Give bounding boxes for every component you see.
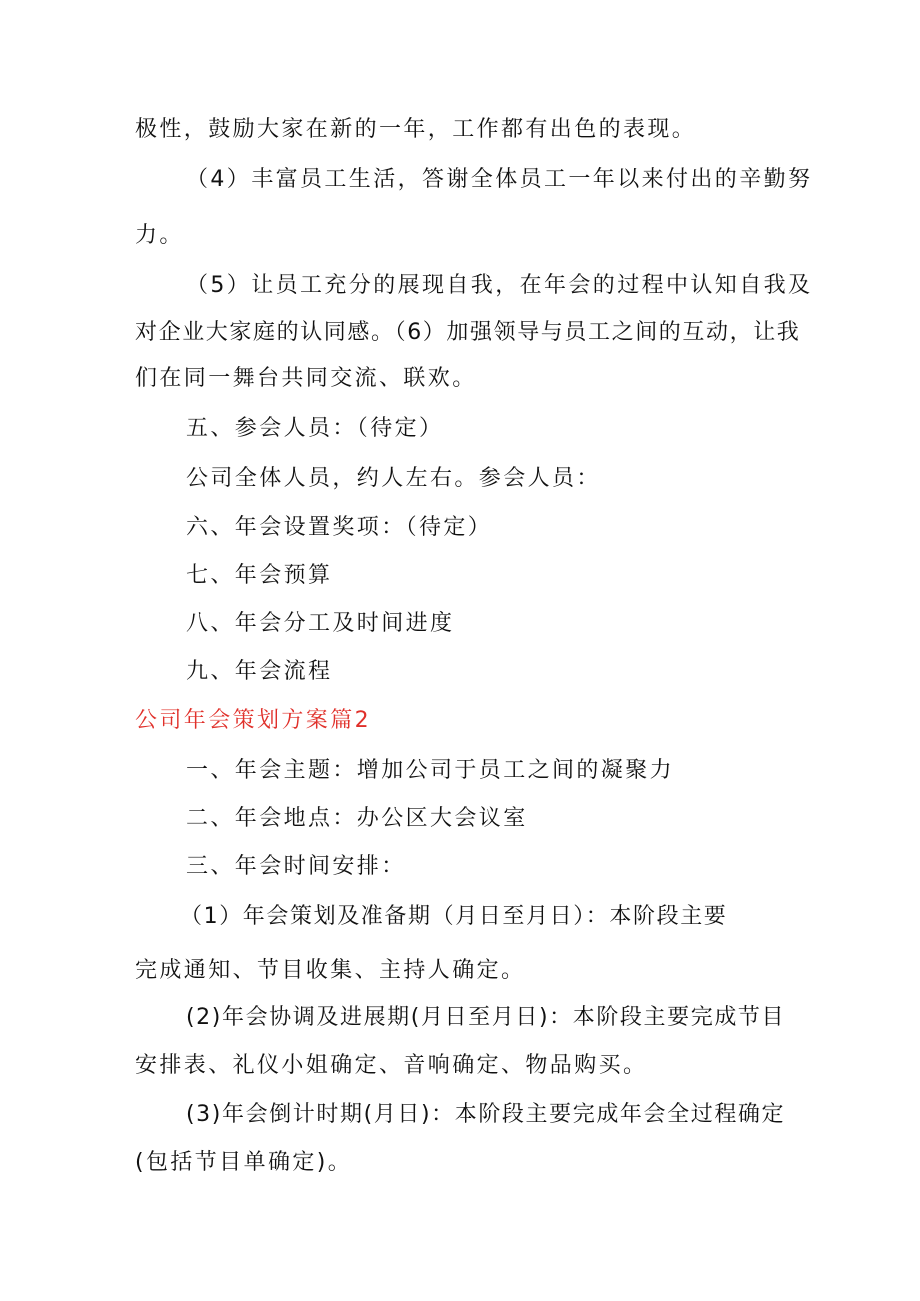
paragraph-line: 安排表、礼仪小姐确定、音响确定、物品购买。 xyxy=(135,1053,648,1078)
article-title: 公司年会策划方案篇2 xyxy=(135,708,371,733)
paragraph-line: 力。 xyxy=(135,223,184,248)
paragraph-line: (2)年会协调及进展期(月日至月日)：本阶段主要完成节目 xyxy=(186,1005,786,1030)
paragraph-line: 完成通知、节目收集、主持人确定。 xyxy=(135,958,526,983)
paragraph-line: 极性，鼓励大家在新的一年，工作都有出色的表现。 xyxy=(135,117,697,142)
section-heading: 一、年会主题：增加公司于员工之间的凝聚力 xyxy=(186,758,675,783)
paragraph-line: 对企业大家庭的认同感。（6）加强领导与员工之间的互动，让我 xyxy=(135,320,801,345)
paragraph-line: （5）让员工充分的展现自我，在年会的过程中认知自我及 xyxy=(186,273,813,298)
paragraph-line: 公司全体人员，约人左右。参会人员： xyxy=(186,466,601,491)
paragraph-line: 们在同一舞台共同交流、联欢。 xyxy=(135,366,477,391)
section-heading: 五、参会人员：（待定） xyxy=(186,416,444,441)
paragraph-line: (包括节目单确定)。 xyxy=(135,1150,353,1175)
section-heading: 三、年会时间安排： xyxy=(186,854,406,879)
paragraph-line: （4）丰富员工生活，答谢全体员工一年以来付出的辛勤努 xyxy=(186,167,813,192)
paragraph-line: (3)年会倒计时期(月日)：本阶段主要完成年会全过程确定 xyxy=(186,1102,786,1127)
section-heading: 二、年会地点：办公区大会议室 xyxy=(186,806,528,831)
section-heading: 六、年会设置奖项：（待定） xyxy=(186,515,493,540)
section-heading: 八、年会分工及时间进度 xyxy=(186,611,455,636)
section-heading: 七、年会预算 xyxy=(186,563,333,588)
paragraph-line: （1）年会策划及准备期（月日至月日）：本阶段主要 xyxy=(180,904,728,929)
section-heading: 九、年会流程 xyxy=(186,659,333,684)
